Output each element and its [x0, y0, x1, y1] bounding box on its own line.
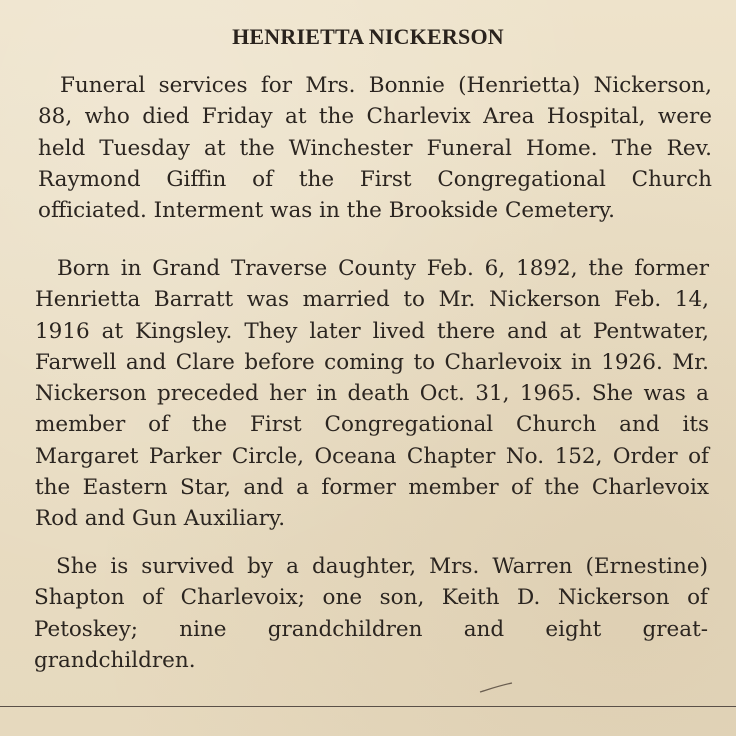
- text-line: Henrietta Barratt was married to Mr. Nickerson Feb. 14,: [35, 287, 709, 313]
- paragraph-biography: [35, 253, 709, 535]
- text-line: member of the First Congregational Church and its: [35, 412, 709, 438]
- text-line: Funeral services for Mrs. Bonnie (Henrietta) Nickerson,: [60, 73, 712, 98]
- bottom-rule: [0, 706, 736, 707]
- text-line: Petoskey; nine grandchildren and eight great-: [34, 616, 708, 642]
- text-line: Raymond Giffin of the First Congregational Church: [38, 166, 712, 192]
- text-line: 88, who died Friday at the Charlevix Area Hospital, were: [38, 104, 712, 130]
- text-line: the Eastern Star, and a former member of the Charlevoix: [35, 475, 709, 501]
- paragraph-funeral-services: [38, 70, 712, 226]
- text-line: Born in Grand Traverse County Feb. 6, 1892, the former: [57, 256, 709, 281]
- text-line: Rod and Gun Auxiliary.: [35, 506, 286, 532]
- text-line: Farwell and Clare before coming to Charlevoix in 1926. Mr.: [35, 349, 709, 375]
- text-line: held Tuesday at the Winchester Funeral Home. The Rev.: [38, 135, 712, 161]
- obituary-headline: HENRIETTA NICKERSON: [232, 24, 504, 49]
- text-line: Shapton of Charlevoix; one son, Keith D. Nickerson of: [34, 585, 708, 611]
- text-line: She is survived by a daughter, Mrs. Warren (Ernestine): [56, 554, 708, 579]
- text-line: Margaret Parker Circle, Oceana Chapter No. 152, Order of: [35, 443, 709, 469]
- paragraph-survivors: [34, 551, 708, 676]
- text-line: 1916 at Kingsley. They later lived there and at Pentwater,: [35, 318, 709, 344]
- text-line: officiated. Interment was in the Brookside Cemetery.: [38, 198, 616, 224]
- text-line: Nickerson preceded her in death Oct. 31, 1965. She was a: [35, 381, 709, 407]
- text-line: grandchildren.: [34, 647, 196, 673]
- pen-mark-icon: [478, 680, 518, 694]
